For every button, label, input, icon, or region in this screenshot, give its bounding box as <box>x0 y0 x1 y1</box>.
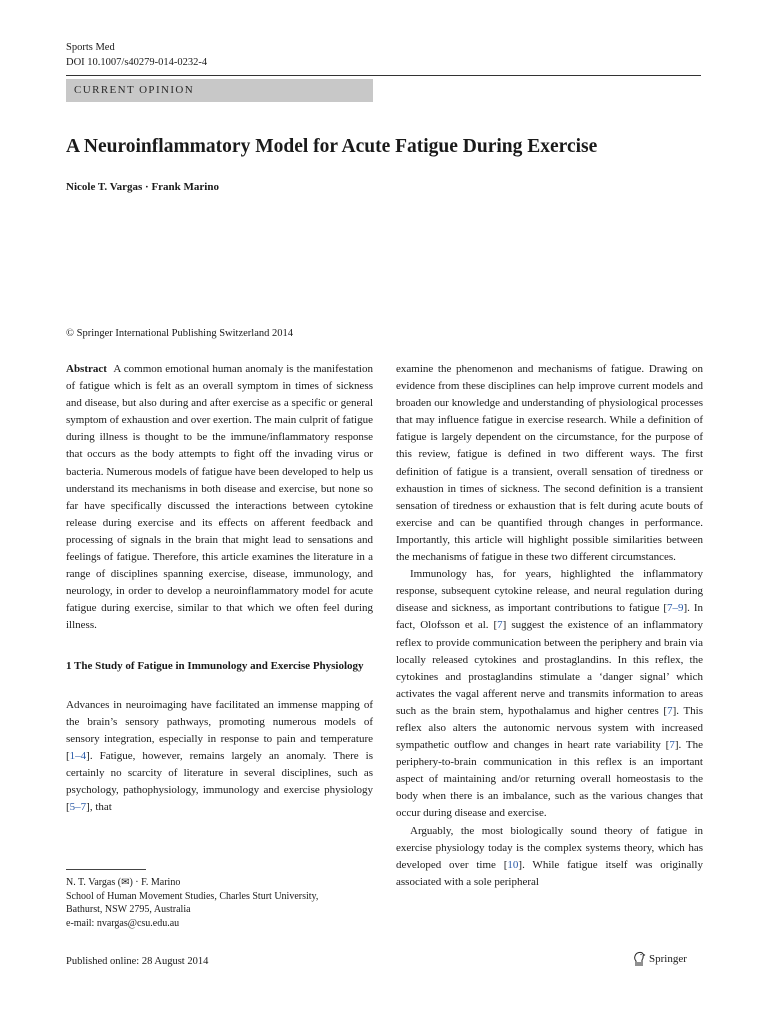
abstract-label: Abstract <box>66 363 107 375</box>
citation-link[interactable]: 5–7 <box>69 801 87 814</box>
copyright: © Springer International Publishing Switzerland 2014 <box>66 328 293 339</box>
body-paragraph: examine the phenomenon and mechanisms of fatigue. Drawing on evidence from these disciplines can help improve current models and broaden our knowledge and understanding of physiological processes that may influence fatigue in exercise research. While a definition of fatigue is largely dependent on the circumstance, for the purpose of this review, fatigue is defined in two different ways. The first definition of fatigue is a transient, overall sensation of tiredness or exhaustion in times of sickness. The second definition is a transient sensation of tiredness or exhaustion that is felt during acute bouts of exercise and can be quantified through changes in performance. Importantly, this article will highlight possible similarities between the mechanisms of fatigue in these two different circumstances. <box>396 363 703 564</box>
journal-name: Sports Med <box>66 42 115 53</box>
body-paragraph: Arguably, the most biologically sound theory of fatigue in exercise physiology today is the complex systems theory, which has developed over time [10]. While fatigue itself was originally associated with a sole peripheral <box>396 824 703 888</box>
author-footnote <box>66 876 318 930</box>
doi[interactable]: DOI 10.1007/s40279-014-0232-4 <box>66 57 208 68</box>
citation-link[interactable]: 7 <box>667 704 673 717</box>
published-date: Published online: 28 August 2014 <box>66 956 209 967</box>
springer-horse-icon <box>632 951 646 967</box>
citation-link[interactable]: 1–4 <box>69 749 87 762</box>
abstract <box>66 361 373 635</box>
section-tag: CURRENT OPINION <box>66 79 373 102</box>
publisher-name: Springer <box>649 953 687 965</box>
left-column <box>66 361 373 816</box>
footnote-rule <box>66 869 146 870</box>
footnote-email[interactable]: e-mail: nvargas@csu.edu.au <box>66 917 180 929</box>
body-paragraph: Advances in neuroimaging have facilitated an immense mapping of the brain’s sensory pathways, promoting numerous models of sensory integration, especially in response to pain and temperature [1–4]. Fatigue, however, remains largely an anomaly. There is certainly no scarcity of literature in several disciplines, such as psychology, pathophysiology, immunology and exercise physiology [5–7], that <box>66 698 373 814</box>
publisher-logo <box>632 951 687 967</box>
citation-link[interactable]: 7 <box>497 619 503 632</box>
citation-link[interactable]: 7 <box>669 739 675 752</box>
footnote-address: Bathurst, NSW 2795, Australia <box>66 904 191 915</box>
right-column <box>396 361 703 891</box>
section-heading: 1 The Study of Fatigue in Immunology and Exercise Physiology <box>66 659 364 672</box>
footnote-affiliation: School of Human Movement Studies, Charles Sturt University, <box>66 890 319 902</box>
authors: Nicole T. Vargas · Frank Marino <box>66 181 219 193</box>
citation-link[interactable]: 10 <box>507 858 519 871</box>
body-paragraph: Immunology has, for years, highlighted the inflammatory response, subsequent cytokine release, and neural regulation during disease and sickness, as important contributions to fatigue [7–9]. In fact, Olofsson et al. [7] suggest the existence of an inflammatory reflex to provide communication between the periphery and brain via locally released cytokines and prostaglandins. In this reflex, the cytokines and prostaglandins stimulate a ‘danger signal’ which activates the vagal afferent nerve and transmits information to areas such as the brain stem, hypothalamus and higher centres [7]. This reflex also alters the autonomic nervous system with increased sympathetic outflow and changes in heart rate variability [7]. The periphery-to-brain communication in this reflex is an important aspect of maintaining and/or returning overall homeostasis to the body when there is an imbalance, such as the various changes that occur during disease and exercise. <box>396 568 703 820</box>
article-title: A Neuroinflammatory Model for Acute Fatigue During Exercise <box>66 136 598 157</box>
footnote-authors: N. T. Vargas (✉) · F. Marino <box>66 877 181 888</box>
abstract-text: A common emotional human anomaly is the manifestation of fatigue which is felt as an overall symptom in times of sickness and disease, but also during and after exercise as a specific or general symptom of exhaustion and over exertion. The main culprit of fatigue during illness is thought to be the immune/inflammatory response that occurs as the body attempts to fight off the invading virus or bacteria. Numerous models of fatigue have been developed to help us understand its mechanisms in both disease and exercise, but none so far have specifically discussed the interactions between cytokine release during exercise and its effects on afferent feedback and processing of signals in the brain that might lead to sensations and feelings of fatigue. Therefore, this article examines the literature in a range of disciplines spanning exercise, disease, immunology, and neurology, in order to develop a neuroinflammatory model for acute fatigue during exercise, similar to that which we often feel during illness. <box>66 363 373 632</box>
header-rule <box>66 75 701 76</box>
citation-link[interactable]: 7–9 <box>667 602 684 615</box>
